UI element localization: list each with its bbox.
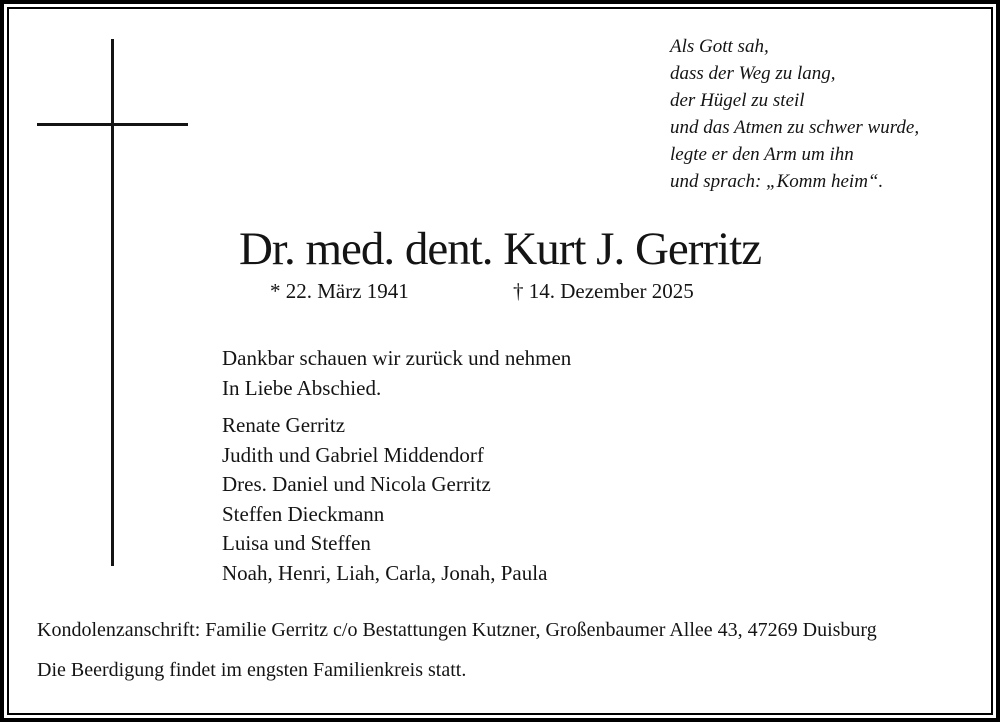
funeral-notice: Die Beerdigung findet im engsten Familienkreis statt. bbox=[37, 659, 467, 681]
cross-vertical-bar bbox=[111, 39, 114, 566]
death-date: † 14. Dezember 2025 bbox=[513, 279, 694, 303]
farewell-text bbox=[222, 343, 571, 403]
mourner-line: Renate Gerritz bbox=[222, 413, 346, 437]
condolence-address: Kondolenzanschrift: Familie Gerritz c/o Bestattungen Kutzner, Großenbaumer Allee 43, 47269 Duisburg bbox=[37, 619, 877, 641]
deceased-name: Dr. med. dent. Kurt J. Gerritz bbox=[238, 223, 762, 275]
mourner-line: Steffen Dieckmann bbox=[222, 501, 385, 526]
farewell-line: Dankbar schauen wir zurück und nehmen bbox=[222, 346, 572, 370]
poem-line: der Hügel zu steil bbox=[670, 90, 805, 111]
memorial-poem bbox=[670, 33, 919, 195]
mourners-list bbox=[222, 411, 547, 588]
poem-line: dass der Weg zu lang, bbox=[670, 63, 836, 84]
poem-line: und sprach: „Komm heim“. bbox=[670, 171, 884, 192]
poem-line: legte er den Arm um ihn bbox=[670, 144, 854, 165]
mourner-line: Noah, Henri, Liah, Carla, Jonah, Paula bbox=[222, 560, 548, 585]
birth-date: * 22. März 1941 bbox=[270, 279, 409, 303]
farewell-line: In Liebe Abschied. bbox=[222, 376, 382, 400]
poem-line: und das Atmen zu schwer wurde, bbox=[670, 117, 920, 138]
mourner-line: Luisa und Steffen bbox=[222, 531, 371, 555]
cross-horizontal-bar bbox=[37, 123, 188, 126]
mourner-line: Judith und Gabriel Middendorf bbox=[222, 442, 484, 467]
poem-line: Als Gott sah, bbox=[670, 36, 769, 57]
mourner-line: Dres. Daniel und Nicola Gerritz bbox=[222, 472, 491, 496]
